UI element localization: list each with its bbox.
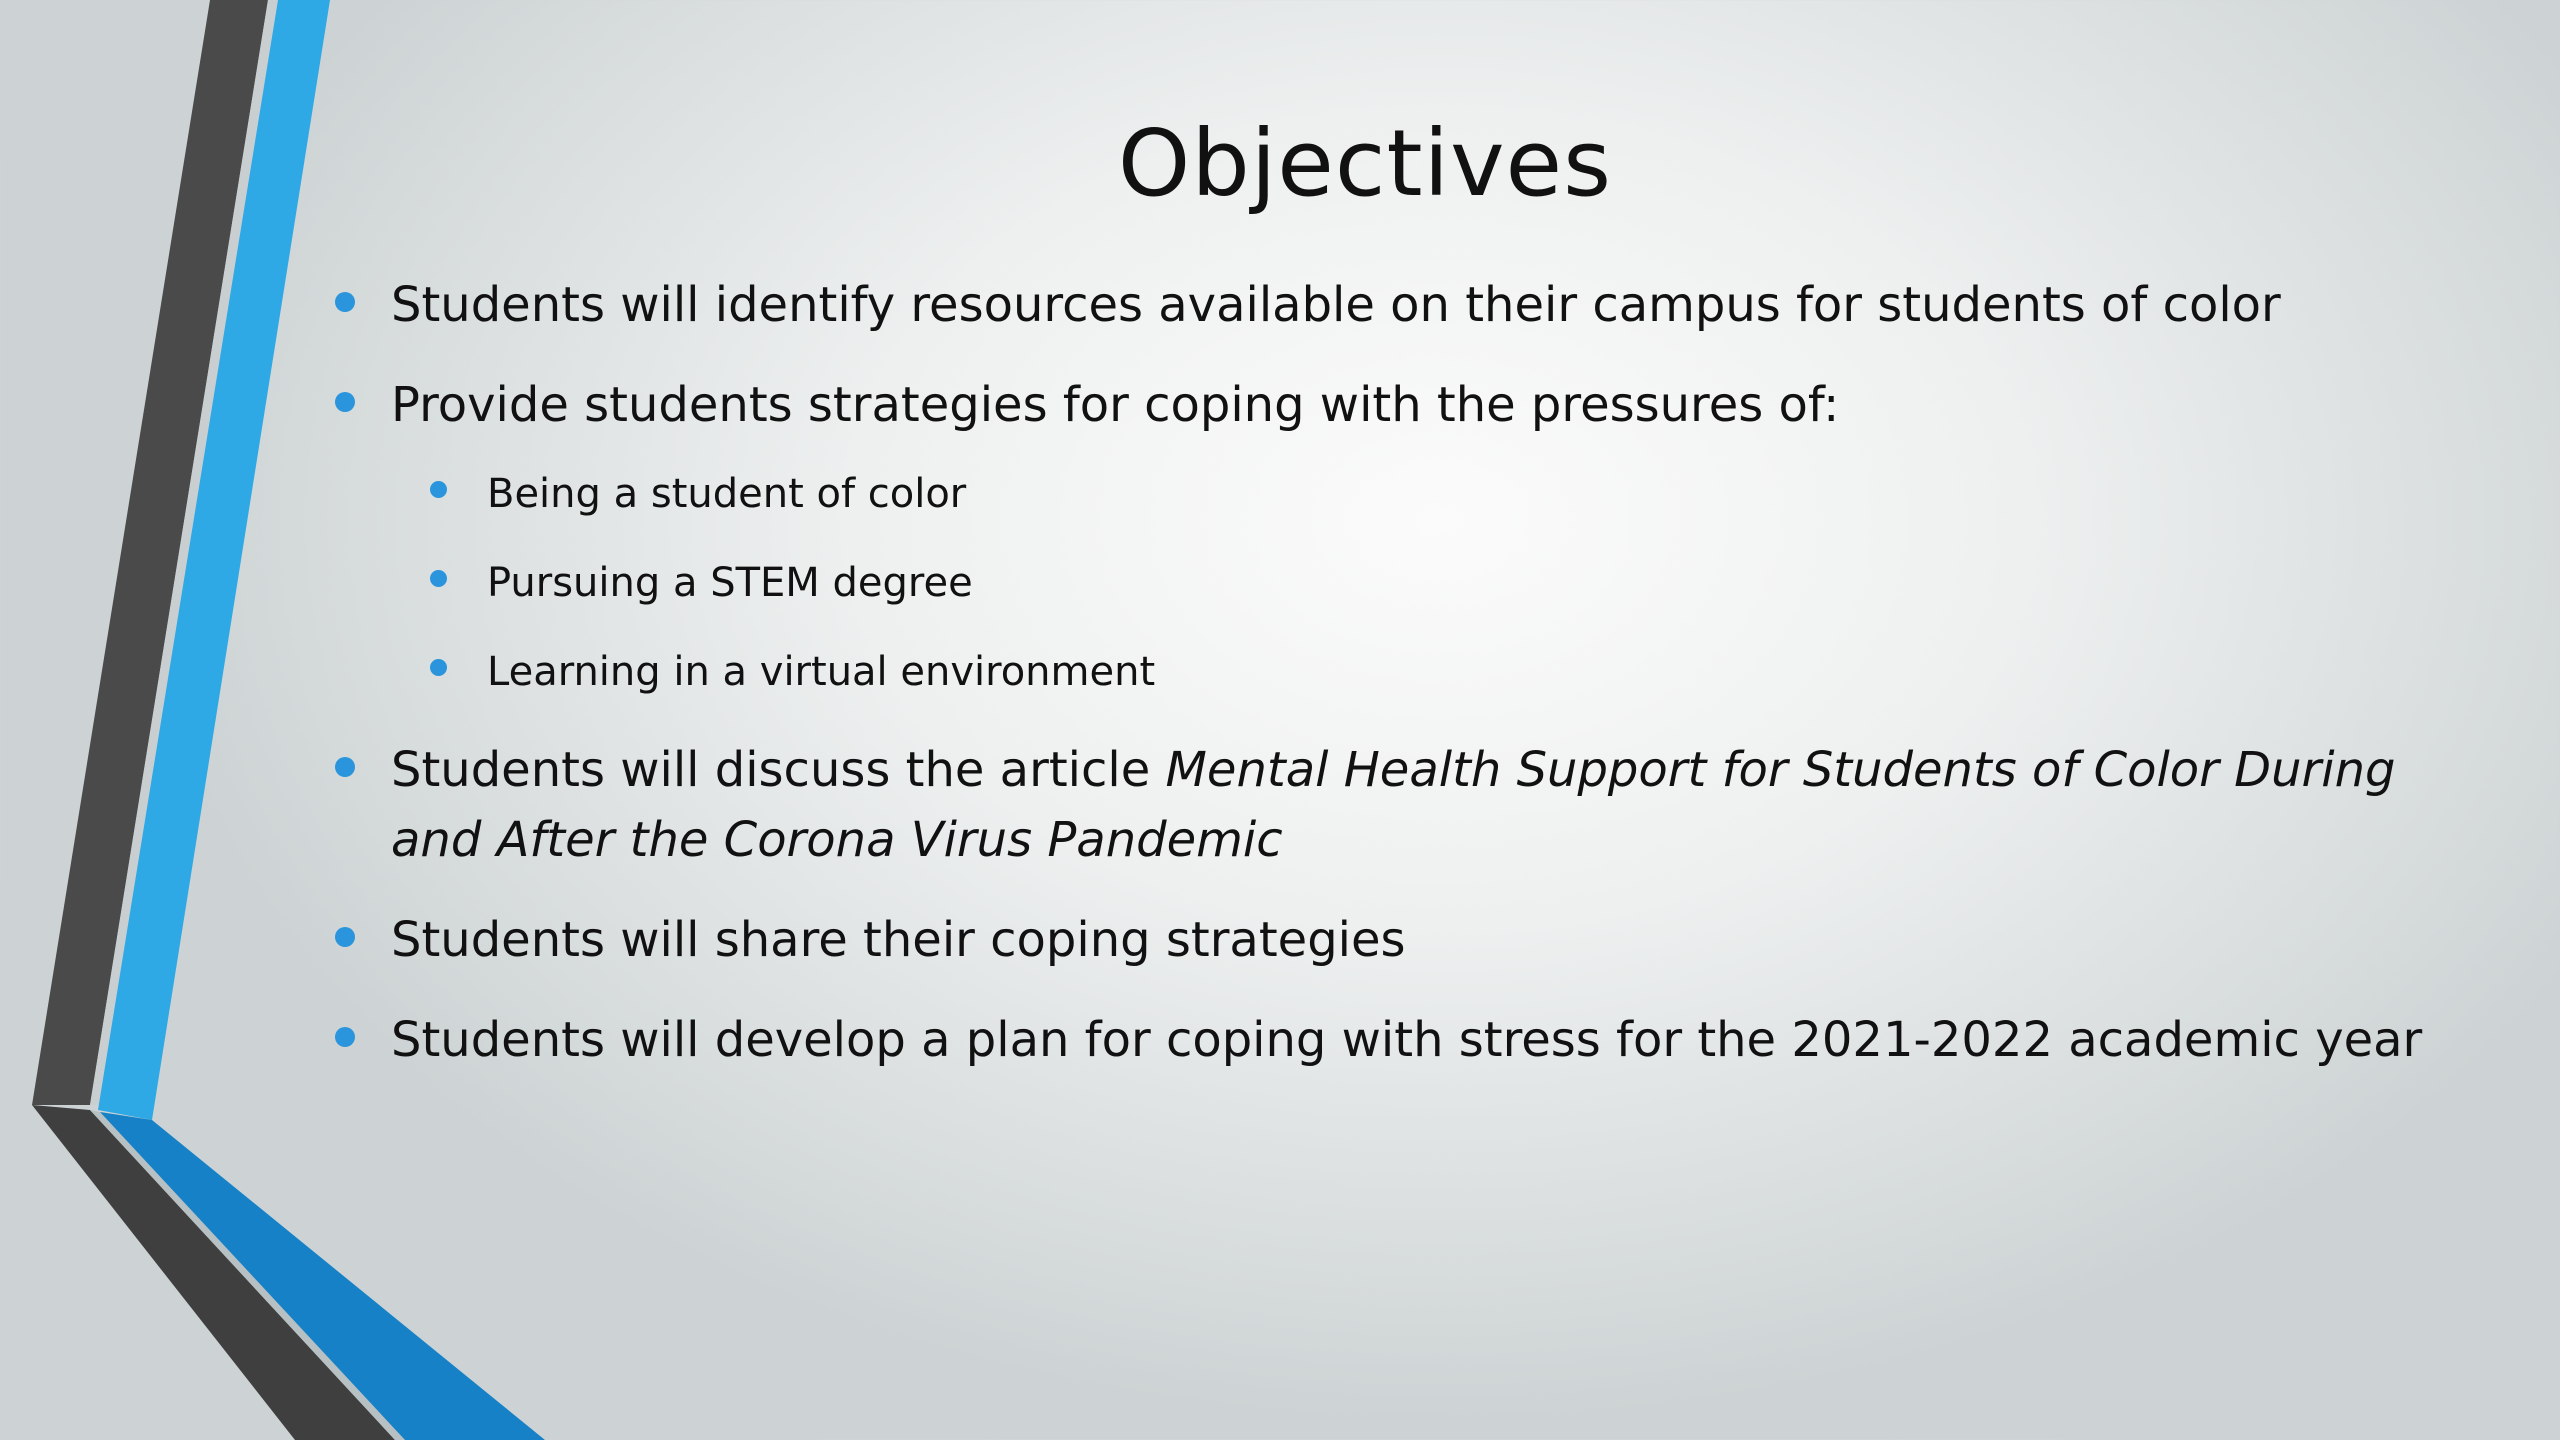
bullet-dot-icon — [335, 392, 355, 412]
bullet-item — [330, 905, 2480, 975]
bullet-text: Students will develop a plan for coping with stress for the 2021-2022 academic year — [391, 1012, 2423, 1068]
bullet-dot-icon — [430, 659, 447, 676]
bullet-item — [330, 370, 2480, 440]
bullet-dot-icon — [335, 757, 355, 777]
sub-bullet-item — [330, 464, 2480, 524]
sub-bullet-item — [330, 553, 2480, 613]
bullet-dot-icon — [430, 481, 447, 498]
bullet-item — [330, 735, 2480, 875]
bullet-dot-icon — [430, 570, 447, 587]
bullet-text: Students will share their coping strategies — [391, 912, 1406, 968]
bullet-text-prefix: Students will discuss the article — [391, 742, 1166, 798]
bullet-item — [330, 1005, 2480, 1075]
sub-bullet-item — [330, 642, 2480, 702]
bullet-text: Students will identify resources available on their campus for students of color — [391, 277, 2281, 333]
bullet-item — [330, 270, 2480, 340]
sub-bullet-text: Being a student of color — [487, 471, 967, 517]
article-title: Mental Health Support for Students of Color During and After the Corona Virus Pandemic — [391, 742, 2396, 868]
light-gap-diagonal — [90, 1110, 405, 1440]
sub-bullet-text: Learning in a virtual environment — [487, 649, 1156, 695]
bullet-dot-icon — [335, 1027, 355, 1047]
bullet-dot-icon — [335, 292, 355, 312]
sub-bullet-text: Pursuing a STEM degree — [487, 560, 973, 606]
bullet-dot-icon — [335, 927, 355, 947]
bullet-text: Provide students strategies for coping with the pressures of: — [391, 377, 1840, 433]
slide-title: Objectives — [1117, 110, 1613, 217]
objectives-list — [330, 270, 2480, 1105]
dark-stripe-diagonal — [32, 1105, 395, 1440]
